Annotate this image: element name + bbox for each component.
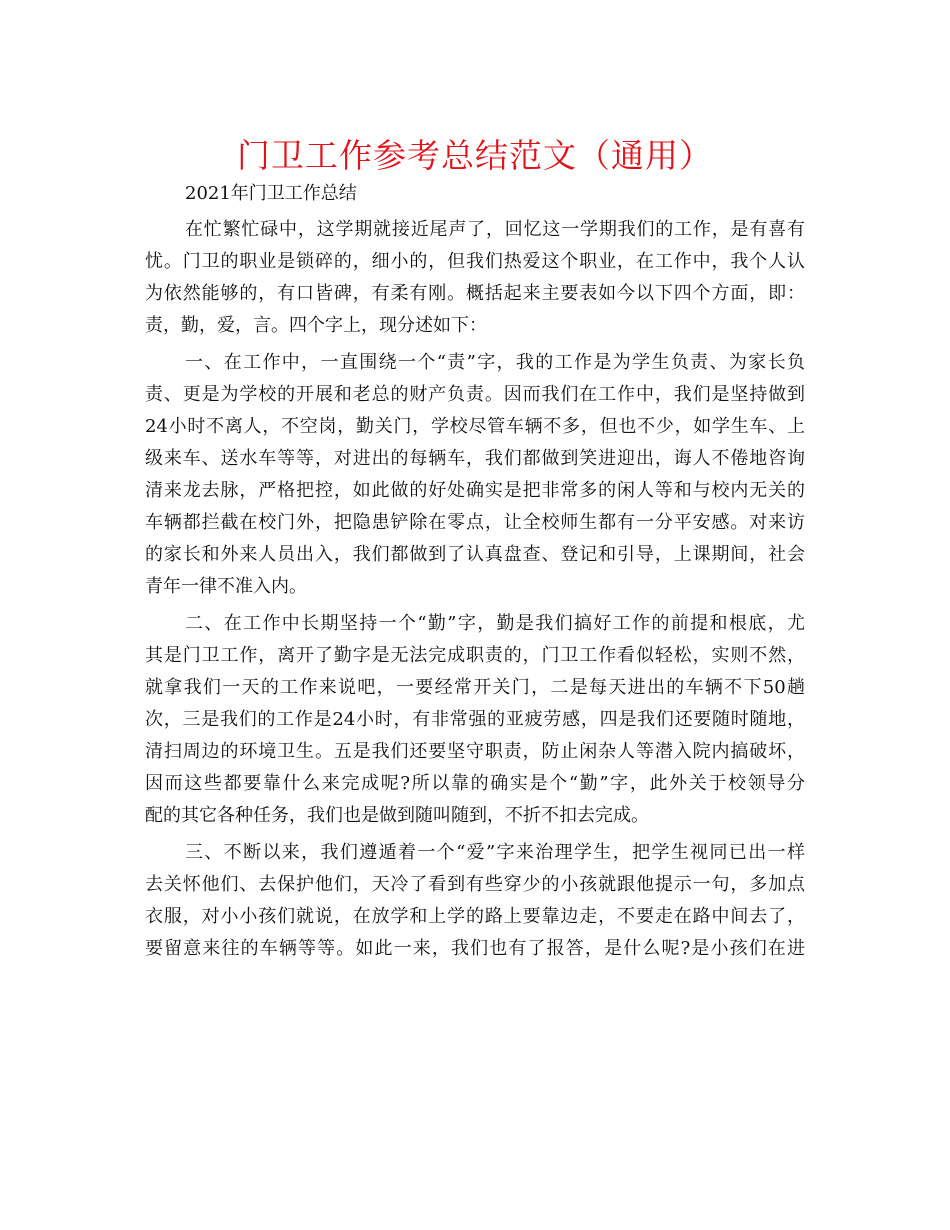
- paragraph-line: 青年一律不准入内。: [145, 576, 307, 597]
- paragraph-line: 三、不断以来，我们遵遁着一个“爱”字来治理学生，把学生视同已出一样: [185, 842, 805, 863]
- paragraph-line: 为依然能够的，有口皆碑，有柔有刚。概括起来主要表如今以下四个方面，即：: [145, 283, 805, 304]
- paragraph-line: 车辆都拦截在校门外，把隐患铲除在零点，让全校师生都有一分平安感。对来访: [145, 512, 805, 533]
- paragraph-line: 一、在工作中，一直围绕一个“责”字，我的工作是为学生负责、为家长负: [185, 352, 805, 373]
- paragraph-line: 的家长和外来人员出入，我们都做到了认真盘查、登记和引导，上课期间，社会: [145, 544, 805, 565]
- paragraph: [145, 347, 805, 603]
- paragraph: [145, 837, 805, 965]
- paragraph-line: 因而这些都要靠什么来完成呢?所以靠的确实是个“勤”字，此外关于校领导分: [145, 773, 805, 794]
- paragraph-line: 去关怀他们、去保护他们，天冷了看到有些穿少的小孩就跟他提示一句，多加点: [145, 874, 805, 895]
- paragraph-line: 就拿我们一天的工作来说吧，一要经常开关门，二是每天进出的车辆不下50趟: [145, 677, 805, 698]
- paragraph-line: 清来龙去脉，严格把控，如此做的好处确实是把非常多的闲人等和与校内无关的: [145, 480, 805, 501]
- paragraph-line: 24小时不离人，不空岗，勤关门，学校尽管车辆不多，但也不少，如学生车、上: [145, 416, 805, 437]
- paragraph-line: 忧。门卫的职业是锁碎的，细小的，但我们热爱这个职业，在工作中，我个人认: [145, 251, 805, 272]
- paragraph-line: 清扫周边的环境卫生。五是我们还要坚守职责，防止闲杂人等潜入院内搞破坏，: [145, 741, 805, 762]
- paragraph-line: 次，三是我们的工作是24小时，有非常强的亚疲劳感，四是我们还要随时随地，: [145, 709, 805, 730]
- paragraph: [145, 608, 805, 832]
- paragraph-line: 责，勤，爱，言。四个字上，现分述如下：: [145, 315, 487, 336]
- paragraph-line: 其是门卫工作，离开了勤字是无法完成职责的，门卫工作看似轻松，实则不然，: [145, 645, 805, 666]
- paragraph-line: 级来车、送水车等等，对进出的每辆车，我们都做到笑进迎出，诲人不倦地咨询: [145, 448, 805, 469]
- paragraph-line: 在忙繁忙碌中，这学期就接近尾声了，回忆这一学期我们的工作，是有喜有: [185, 219, 805, 240]
- document-body: [145, 214, 805, 970]
- paragraph-line: 衣服，对小小孩们就说，在放学和上学的路上要靠边走，不要走在路中间去了，: [145, 906, 805, 927]
- paragraph: [145, 214, 805, 342]
- document-title: 门卫工作参考总结范文（通用）: [237, 136, 713, 175]
- document-subtitle: 2021年门卫工作总结: [185, 183, 357, 204]
- paragraph-line: 要留意来往的车辆等等。如此一来，我们也有了报答，是什么呢?是小孩们在进: [145, 938, 805, 959]
- paragraph-line: 配的其它各种任务，我们也是做到随叫随到，不折不扣去完成。: [145, 805, 649, 826]
- paragraph-line: 责、更是为学校的开展和老总的财产负责。因而我们在工作中，我们是坚持做到: [145, 384, 805, 405]
- paragraph-line: 二、在工作中长期坚持一个“勤”字，勤是我们搞好工作的前提和根底，尤: [185, 613, 805, 634]
